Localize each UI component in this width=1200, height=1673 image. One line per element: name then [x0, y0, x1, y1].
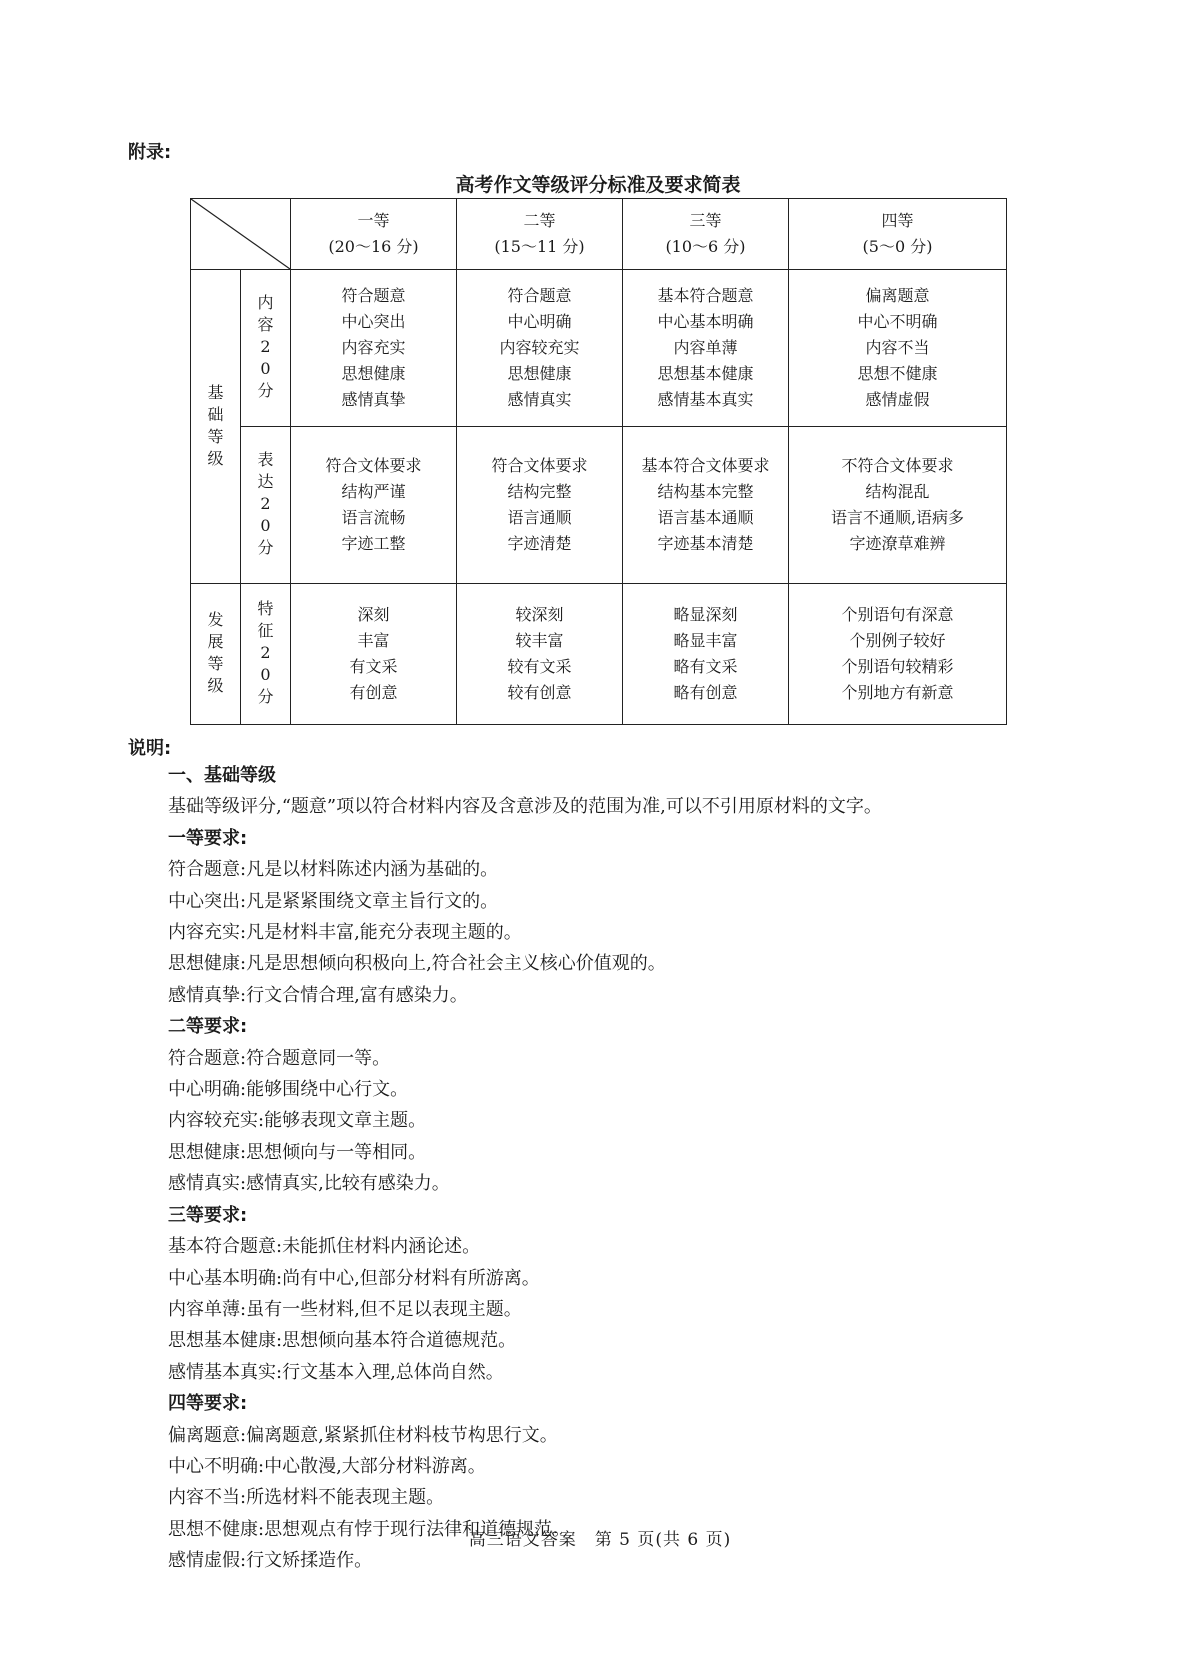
grade-range: (5～0 分) [862, 237, 933, 256]
criterion: 字迹工整 [341, 534, 406, 553]
expression-label-cell [241, 427, 291, 584]
development-level-label-cell [191, 584, 241, 725]
expression-cell [789, 427, 1007, 584]
criterion: 内容不当 [865, 338, 930, 357]
expression-cell [457, 427, 623, 584]
criterion: 个别语句有深意 [841, 605, 954, 624]
notes-paragraph: 中心明确:能够围绕中心行文。 [168, 1079, 409, 1101]
notes-section [168, 760, 1028, 1577]
criterion: 思想不健康 [857, 364, 938, 383]
notes-paragraph: 感情真实:感情真实,比较有感染力。 [168, 1173, 450, 1195]
criterion: 结构完整 [507, 482, 572, 501]
expression-row [191, 427, 1007, 584]
criterion: 深刻 [357, 605, 390, 624]
criterion: 较有文采 [507, 657, 572, 676]
notes-paragraph: 感情虚假:行文矫揉造作。 [168, 1550, 373, 1572]
notes-paragraph: 内容充实:凡是材料丰富,能充分表现主题的。 [168, 922, 522, 944]
notes-paragraph: 基础等级评分,“题意”项以符合材料内容及含意涉及的范围为准,可以不引用原材料的文字。 [168, 796, 882, 818]
features-label: 特征20分 [257, 599, 274, 706]
notes-paragraph: 偏离题意:偏离题意,紧紧抓住材料枝节构思行文。 [168, 1424, 558, 1446]
diagonal-line [191, 199, 290, 269]
criterion: 结构严谨 [341, 482, 406, 501]
criterion: 略有文采 [673, 657, 738, 676]
criterion: 语言流畅 [341, 508, 406, 527]
content-cell [457, 270, 623, 427]
criterion: 内容单薄 [673, 338, 738, 357]
criterion: 不符合文体要求 [841, 456, 954, 475]
notes-paragraph: 内容单薄:虽有一些材料,但不足以表现主题。 [168, 1298, 522, 1320]
corner-cell [191, 199, 291, 270]
criterion: 略显丰富 [673, 631, 738, 650]
expression-cell [623, 427, 789, 584]
grade-header-3 [623, 199, 789, 270]
grade-header-1 [291, 199, 457, 270]
grade-header-4 [789, 199, 1007, 270]
criterion: 基本符合文体要求 [641, 456, 770, 475]
features-label-cell [241, 584, 291, 725]
grade-range: (20～16 分) [328, 237, 419, 256]
notes-heading: 三等要求: [168, 1204, 248, 1226]
development-row [191, 584, 1007, 725]
notes-label: 说明: [128, 738, 172, 759]
criterion: 较深刻 [515, 605, 564, 624]
basic-level-label-cell [191, 270, 241, 584]
criterion: 中心不明确 [857, 312, 938, 331]
criterion: 略有创意 [673, 683, 738, 702]
notes-paragraph: 符合题意:符合题意同一等。 [168, 1047, 391, 1069]
criterion: 基本符合题意 [657, 286, 754, 305]
appendix-label: 附录: [128, 142, 172, 163]
grade-range: (10～6 分) [665, 237, 746, 256]
features-cell [623, 584, 789, 725]
development-level-label: 发展等级 [207, 610, 224, 695]
content-cell [291, 270, 457, 427]
criterion: 符合题意 [341, 286, 406, 305]
features-cell [291, 584, 457, 725]
criterion: 语言基本通顺 [657, 508, 754, 527]
features-cell [457, 584, 623, 725]
grade-name: 二等 [523, 211, 556, 230]
features-cell [789, 584, 1007, 725]
notes-heading: 一等要求: [168, 827, 248, 849]
criterion: 字迹清楚 [507, 534, 572, 553]
header-row [191, 199, 1007, 270]
criterion: 思想健康 [507, 364, 572, 383]
notes-paragraph: 中心基本明确:尚有中心,但部分材料有所游离。 [168, 1267, 540, 1289]
criterion: 字迹基本清楚 [657, 534, 754, 553]
grade-name: 四等 [881, 211, 914, 230]
criterion: 个别语句较精彩 [841, 657, 954, 676]
content-cell [623, 270, 789, 427]
notes-paragraph: 符合题意:凡是以材料陈述内涵为基础的。 [168, 859, 499, 881]
notes-paragraph: 思想健康:凡是思想倾向积极向上,符合社会主义核心价值观的。 [168, 953, 666, 975]
criterion: 符合文体要求 [325, 456, 422, 475]
notes-paragraph: 思想基本健康:思想倾向基本符合道德规范。 [168, 1330, 517, 1352]
criterion: 个别例子较好 [849, 631, 946, 650]
notes-paragraph: 内容较充实:能够表现文章主题。 [168, 1110, 427, 1132]
criterion: 有创意 [349, 683, 398, 702]
criterion: 结构混乱 [865, 482, 930, 501]
notes-paragraph: 思想不健康:思想观点有悖于现行法律和道德规范。 [168, 1518, 571, 1540]
criterion: 思想健康 [341, 364, 406, 383]
notes-paragraph: 内容不当:所选材料不能表现主题。 [168, 1487, 445, 1509]
criterion: 语言通顺 [507, 508, 572, 527]
expression-cell [291, 427, 457, 584]
criterion: 感情真挚 [341, 390, 406, 409]
criterion: 语言不通顺,语病多 [830, 508, 965, 527]
criterion: 较丰富 [515, 631, 564, 650]
criterion: 思想基本健康 [657, 364, 754, 383]
notes-paragraph: 中心突出:凡是紧紧围绕文章主旨行文的。 [168, 890, 499, 912]
criterion: 中心明确 [507, 312, 572, 331]
criterion: 中心突出 [341, 312, 406, 331]
criterion: 符合文体要求 [491, 456, 588, 475]
notes-paragraph: 思想健康:思想倾向与一等相同。 [168, 1141, 427, 1163]
notes-paragraph: 基本符合题意:未能抓住材料内涵论述。 [168, 1236, 481, 1258]
content-row [191, 270, 1007, 427]
content-label: 内容20分 [257, 293, 274, 400]
content-label-cell [241, 270, 291, 427]
criterion: 中心基本明确 [657, 312, 754, 331]
criterion: 较有创意 [507, 683, 572, 702]
notes-heading: 四等要求: [168, 1393, 248, 1415]
criterion: 感情真实 [507, 390, 572, 409]
criterion: 偏离题意 [865, 286, 930, 305]
table-title: 高考作文等级评分标准及要求简表 [455, 174, 741, 196]
criterion: 结构基本完整 [657, 482, 754, 501]
content-cell [789, 270, 1007, 427]
notes-heading: 二等要求: [168, 1016, 248, 1038]
criterion: 个别地方有新意 [841, 683, 954, 702]
grade-name: 一等 [357, 211, 390, 230]
grading-table [190, 198, 1007, 725]
criterion: 符合题意 [507, 286, 572, 305]
page-footer: 高三语文答案 第 5 页(共 6 页) [468, 1530, 732, 1550]
basic-level-label: 基础等级 [207, 382, 224, 468]
grade-header-2 [457, 199, 623, 270]
grade-range: (15～11 分) [494, 237, 585, 256]
criterion: 感情基本真实 [657, 390, 754, 409]
criterion: 内容充实 [341, 338, 406, 357]
notes-heading: 一、基础等级 [168, 765, 276, 786]
expression-label: 表达20分 [257, 450, 274, 557]
criterion: 丰富 [357, 631, 390, 650]
notes-paragraph: 感情真挚:行文合情合理,富有感染力。 [168, 984, 468, 1006]
notes-paragraph: 中心不明确:中心散漫,大部分材料游离。 [168, 1455, 486, 1477]
criterion: 字迹潦草难辨 [849, 534, 946, 553]
criterion: 略显深刻 [673, 605, 738, 624]
notes-paragraph: 感情基本真实:行文基本入理,总体尚自然。 [168, 1361, 504, 1383]
criterion: 有文采 [349, 657, 398, 676]
grade-name: 三等 [689, 211, 722, 230]
criterion: 感情虚假 [865, 390, 930, 409]
criterion: 内容较充实 [499, 338, 580, 357]
